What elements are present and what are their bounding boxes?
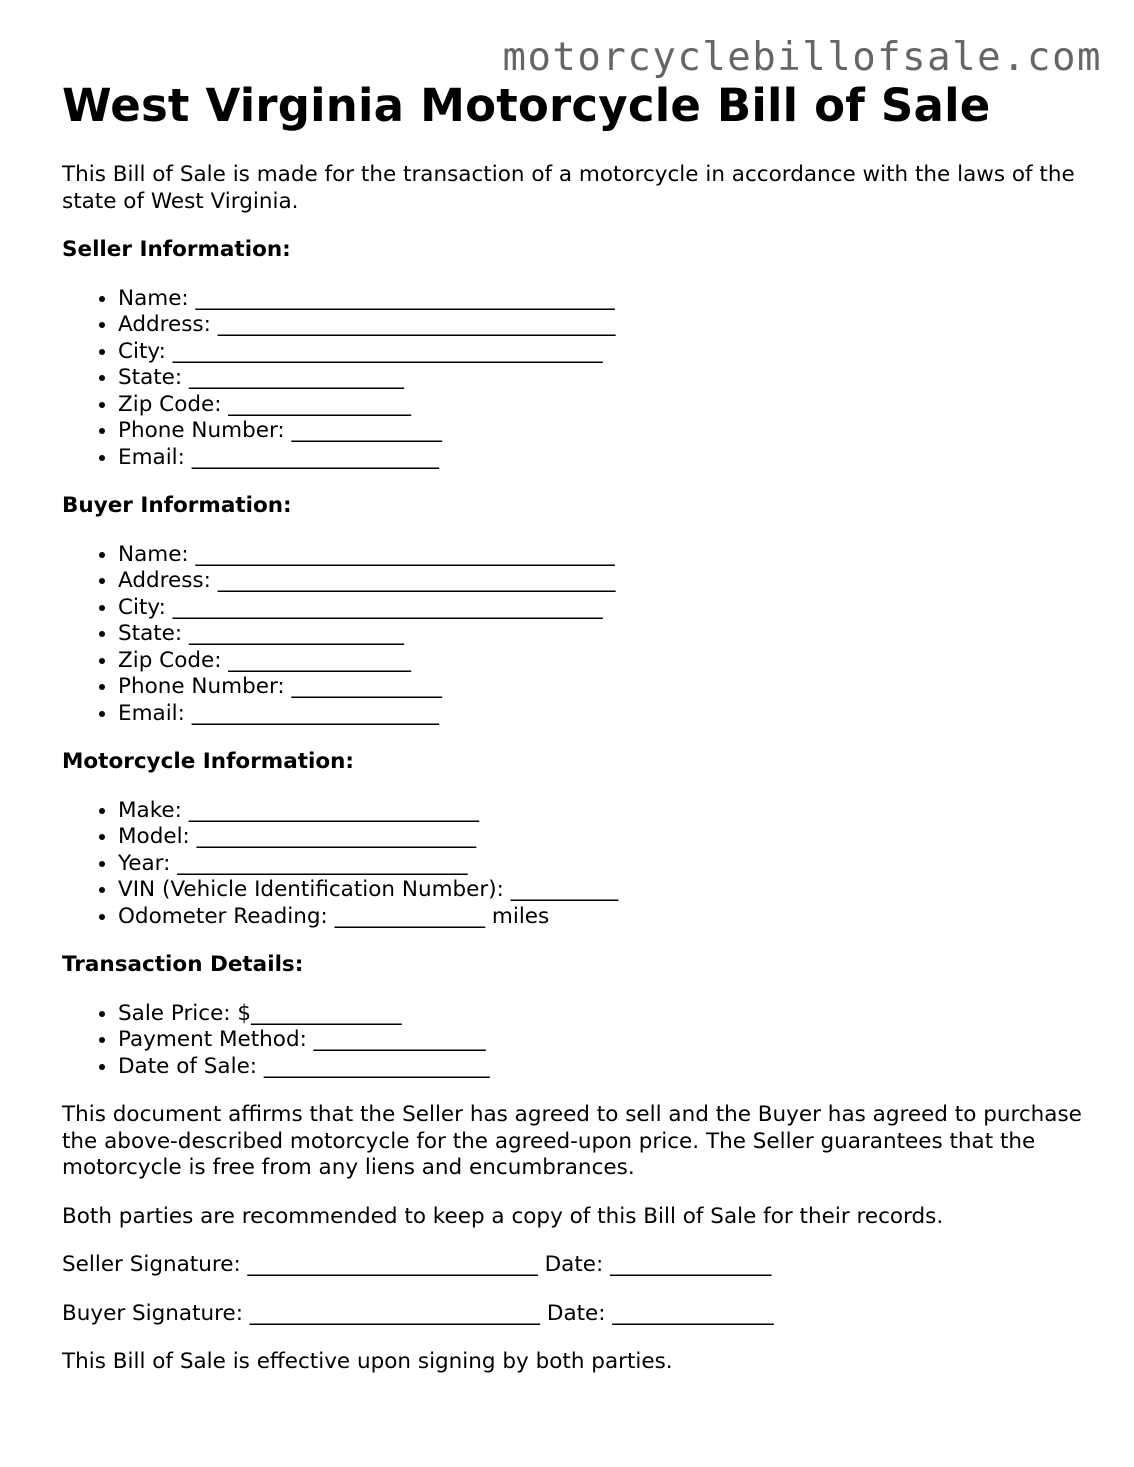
seller-state-field[interactable]: • State: ____________________ [118,365,1082,392]
buyer-name-field[interactable]: • Name: _______________________________________ [118,542,1082,569]
seller-field-list [62,286,1082,472]
seller-address-field[interactable]: • Address: _____________________________________ [118,312,1082,339]
buyer-address-field[interactable]: • Address: _____________________________________ [118,568,1082,595]
buyer-email-field[interactable]: • Email: _______________________ [118,701,1082,728]
buyer-signature-line[interactable]: Buyer Signature: ___________________________ Date: _______________ [62,1300,774,1326]
sale-price-field[interactable]: • Sale Price: $______________ [118,1001,1082,1028]
records-note: Both parties are recommended to keep a copy of this Bill of Sale for their records. [62,1203,944,1229]
seller-signature-line[interactable]: Seller Signature: ___________________________ Date: _______________ [62,1252,772,1277]
buyer-section-heading: Buyer Information: [62,493,292,518]
seller-email-field[interactable]: • Email: _______________________ [118,445,1082,472]
buyer-city-field[interactable]: • City: ________________________________________ [118,595,1082,622]
motorcycle-model-field[interactable]: • Model: __________________________ [118,824,1082,851]
motorcycle-year-field[interactable]: • Year: ___________________________ [118,851,1082,878]
buyer-zip-field[interactable]: • Zip Code: _________________ [118,648,1082,675]
motorcycle-field-list [62,798,1082,931]
effective-note: This Bill of Sale is effective upon signing by both parties. [62,1349,673,1374]
document-body [62,78,1082,1376]
buyer-field-list [62,542,1082,728]
site-watermark: motorcyclebillofsale.com [502,35,1102,80]
motorcycle-make-field[interactable]: • Make: ___________________________ [118,798,1082,825]
seller-city-field[interactable]: • City: ________________________________________ [118,339,1082,366]
transaction-section-heading: Transaction Details: [62,952,304,977]
motorcycle-section-heading: Motorcycle Information: [62,749,355,774]
motorcycle-vin-field[interactable]: • VIN (Vehicle Identification Number): __________ [118,877,1082,904]
payment-method-field[interactable]: • Payment Method: ________________ [118,1027,1082,1054]
date-of-sale-field[interactable]: • Date of Sale: _____________________ [118,1054,1082,1081]
document-title: West Virginia Motorcycle Bill of Sale [62,79,991,132]
seller-phone-field[interactable]: • Phone Number: ______________ [118,418,1082,445]
buyer-phone-field[interactable]: • Phone Number: ______________ [118,674,1082,701]
seller-zip-field[interactable]: • Zip Code: _________________ [118,392,1082,419]
motorcycle-odometer-field[interactable]: • Odometer Reading: ______________ miles [118,904,1082,931]
transaction-field-list [62,1001,1082,1081]
seller-section-heading: Seller Information: [62,237,291,262]
intro-paragraph: This Bill of Sale is made for the transaction of a motorcycle in accordance with the laws of the state of West Virginia. [62,162,1075,214]
affirmation-paragraph: This document affirms that the Seller has agreed to sell and the Buyer has agreed to purchase the above-described motorcycle for the agreed-upon price. The Seller guarantees that the motorcycle is free from any liens and encumbrances. [62,1102,1082,1180]
buyer-state-field[interactable]: • State: ____________________ [118,621,1082,648]
seller-name-field[interactable]: • Name: _______________________________________ [118,286,1082,313]
